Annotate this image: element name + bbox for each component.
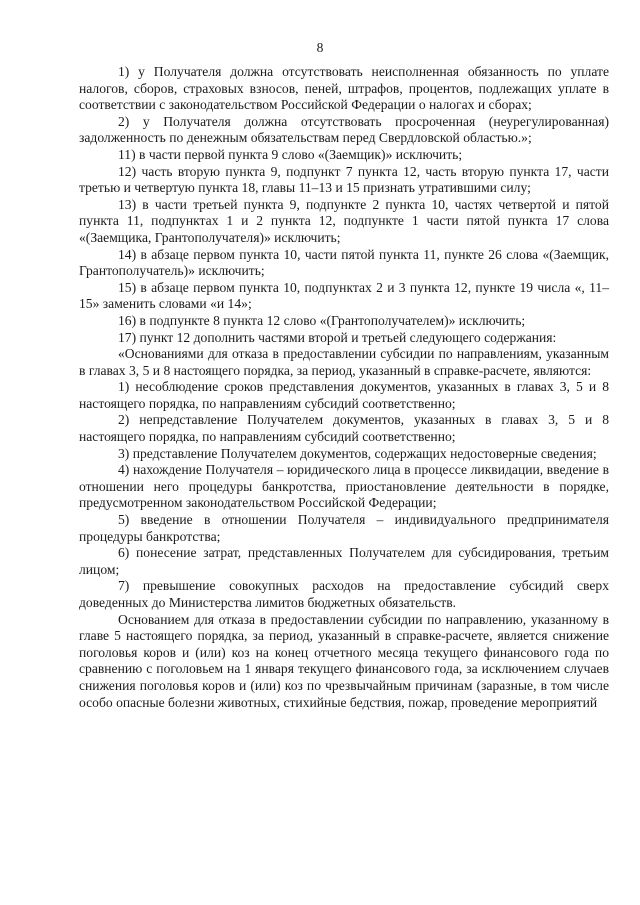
document-body bbox=[79, 64, 609, 711]
paragraph: 11) в части первой пункта 9 слово «(Заемщик)» исключить; bbox=[118, 146, 463, 162]
page-number: 8 bbox=[316, 40, 324, 55]
paragraph: Основанием для отказа в предоставлении субсидии по направлению, указанному в главе 5 настоящего порядка, за период, указанный в справке-расчете, является снижение поголовья коров и (или) коз на конец отчетного месяца текущего финансового года по сравнению с поголовьем на 1 января текущего финансового года, за исключением случаев снижения поголовья коров и (или) коз по чрезвычайным причинам (заразные, в том числе особо опасные болезни животных, стихийные бедствия, пожар, проведение мероприятий bbox=[79, 611, 609, 710]
paragraph: 14) в абзаце первом пункта 10, части пятой пункта 11, пункте 26 слова «(Заемщик, Грантополучатель)» исключить; bbox=[79, 246, 609, 279]
paragraph: 17) пункт 12 дополнить частями второй и третьей следующего содержания: bbox=[118, 329, 557, 345]
paragraph: 12) часть вторую пункта 9, подпункт 7 пункта 12, часть вторую пункта 17, части третью и четвертую пункта 18, главы 11–13 и 15 признать утратившими силу; bbox=[79, 163, 609, 196]
paragraph: 7) превышение совокупных расходов на предоставление субсидий сверх доведенных до Министерства лимитов бюджетных обязательств. bbox=[79, 578, 609, 610]
paragraph: 1) несоблюдение сроков представления документов, указанных в главах 3, 5 и 8 настоящего порядка, по направлениям субсидий соответственно; bbox=[79, 379, 609, 411]
paragraph: 4) нахождение Получателя – юридического лица в процессе ликвидации, введение в отношении него процедуры банкротства, приостановление деятельности в порядке, предусмотренном законодательством Российской Федерации; bbox=[79, 462, 609, 511]
paragraph: 15) в абзаце первом пункта 10, подпунктах 2 и 3 пункта 12, пункте 19 числа «, 11–15» заменить словами «и 14»; bbox=[79, 279, 609, 312]
paragraph: 1) у Получателя должна отсутствовать неисполненная обязанность по уплате налогов, сборов, страховых взносов, пеней, штрафов, процентов, подлежащих уплате в соответствии с законодательством Российской Федерации о налогах и сборах; bbox=[79, 64, 609, 113]
paragraph: 3) представление Получателем документов, содержащих недостоверные сведения; bbox=[118, 445, 597, 461]
paragraph: «Основаниями для отказа в предоставлении субсидии по направлениям, указанным в главах 3, 5 и 8 настоящего порядка, за период, указанный в справке-расчете, являются: bbox=[79, 346, 609, 378]
paragraph: 5) введение в отношении Получателя – индивидуального предпринимателя процедуры банкротства; bbox=[79, 512, 609, 544]
paragraph: 13) в части третьей пункта 9, подпункте 2 пункта 10, частях четвертой и пятой пункта 11, подпунктах 1 и 2 пункта 12, подпункте 1 части пятой пункта 17 слова «(Заемщика, Грантополучателя)» исключить; bbox=[79, 196, 609, 245]
paragraph: 16) в подпункте 8 пункта 12 слово «(Грантополучателем)» исключить; bbox=[118, 312, 526, 328]
paragraph: 2) у Получателя должна отсутствовать просроченная (неурегулированная) задолженность по денежным обязательствам перед Свердловской областью.»; bbox=[79, 113, 609, 146]
paragraph: 6) понесение затрат, представленных Получателем для субсидирования, третьим лицом; bbox=[79, 545, 609, 577]
paragraph: 2) непредставление Получателем документов, указанных в главах 3, 5 и 8 настоящего порядка, по направлениям субсидий соответственно; bbox=[79, 412, 609, 445]
